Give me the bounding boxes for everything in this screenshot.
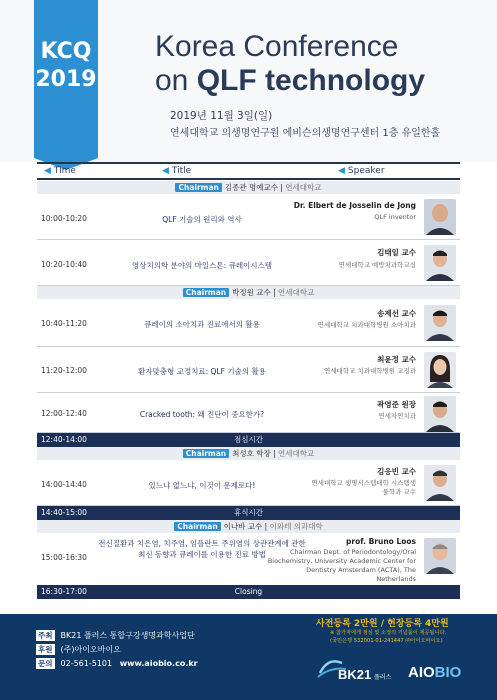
break-row bbox=[37, 506, 460, 520]
break-time: 12:40-14:00 bbox=[41, 435, 87, 444]
break-time: 14:40-15:00 bbox=[41, 508, 87, 517]
badge-line2: 2019 bbox=[35, 67, 97, 92]
speaker-photo bbox=[424, 396, 456, 432]
talk-title: 큐레이의 소아치과 진료에서의 활용 bbox=[144, 320, 260, 329]
chairman-tag: Chairman bbox=[183, 449, 229, 458]
chairman-row: Chairman 김종관 명예교수 | 연세대학교 bbox=[37, 181, 460, 194]
chairman-name: 최성호 학장 bbox=[232, 449, 271, 458]
speaker-aff: 연세대학교 치과대학병원 교정과 bbox=[323, 367, 416, 375]
chairman-aff: 연세대학교 bbox=[278, 449, 315, 458]
break-label: 휴식시간 bbox=[234, 508, 263, 517]
host-name: BK21 플러스 통합구강생명과학사업단 bbox=[60, 631, 195, 640]
talk-title: 있느냐 없느냐, 이것이 문제로다! bbox=[148, 481, 256, 490]
speaker-photo bbox=[424, 199, 456, 235]
event-date: 2019년 11월 3일(일) bbox=[170, 110, 273, 122]
talk-time: 12:00-12:40 bbox=[41, 409, 87, 418]
talk-row bbox=[37, 393, 460, 433]
badge-line1: KCQ bbox=[40, 39, 92, 64]
speaker-aff: 연세대학교 치과대학병원 소아치과 bbox=[317, 321, 416, 329]
speaker-photo bbox=[424, 352, 456, 388]
talk-time: 10:00-10:20 bbox=[41, 214, 87, 223]
speaker-name: 송제선 교수 bbox=[377, 309, 416, 318]
speaker-photo bbox=[424, 305, 456, 341]
talk-time: 10:40-11:20 bbox=[41, 319, 87, 328]
talk-row bbox=[37, 194, 460, 240]
title-line1: Korea Conference bbox=[155, 30, 399, 63]
chairman-aff: 연세대학교 bbox=[278, 288, 315, 297]
speaker-aff: 연세자연치과 bbox=[378, 412, 416, 420]
chairman-tag: Chairman bbox=[183, 288, 229, 297]
triangle-icon: ◀ bbox=[44, 166, 51, 176]
reg-note-line1: ※ 참가자에게 점심 및 소정의 기념품이 제공됩니다. bbox=[330, 630, 447, 636]
title-line2 bbox=[155, 64, 425, 98]
triangle-icon: ◀ bbox=[338, 166, 345, 176]
speaker-name: 곽영준 원장 bbox=[377, 400, 416, 409]
break-row bbox=[37, 433, 460, 447]
talk-row bbox=[37, 299, 460, 347]
host-row bbox=[36, 630, 195, 641]
event-venue: 연세대학교 의생명연구원 에비슨의생명연구센터 1층 유일한홀 bbox=[170, 128, 441, 139]
chairman-row: Chairman 박정원 교수 | 연세대학교 bbox=[37, 286, 460, 299]
speaker-photo bbox=[424, 465, 456, 501]
talk-time: 14:00-14:40 bbox=[41, 480, 87, 489]
speaker-name: Dr. Elbert de Josselin de Jong bbox=[293, 201, 416, 210]
bk21-logo bbox=[316, 655, 396, 683]
sponsor-name: (주)아이오바이오 bbox=[60, 645, 121, 654]
speaker-photo bbox=[424, 538, 456, 574]
divider-head bbox=[37, 178, 460, 180]
title-line2-bold: QLF technology bbox=[196, 64, 426, 97]
speaker-name: 최윤정 교수 bbox=[377, 355, 416, 364]
talk-row bbox=[37, 240, 460, 286]
speaker-name: prof. Bruno Loos bbox=[346, 537, 416, 546]
chairman-aff: 이와테 의과대학 bbox=[269, 522, 323, 531]
reg-note-line2: (국민은행 532001-01-241447 ㈜아이오바이오) bbox=[330, 638, 443, 644]
bk21-text: BK21 bbox=[338, 667, 372, 682]
break-label: 점심시간 bbox=[234, 435, 263, 444]
talk-time: 11:20-12:00 bbox=[41, 366, 87, 375]
talk-row bbox=[37, 533, 460, 585]
chairman-tag: Chairman bbox=[175, 183, 221, 192]
talk-row bbox=[37, 460, 460, 506]
contact-label: 문의 bbox=[38, 659, 53, 668]
aiobio-logo bbox=[408, 664, 461, 681]
speaker-aff: QLF inventor bbox=[374, 213, 416, 221]
speaker-photo bbox=[424, 245, 456, 281]
conference-title bbox=[155, 30, 425, 98]
contact-phone: 02-561-5101 bbox=[60, 659, 113, 668]
chairman-name: 이나바 교수 bbox=[223, 522, 263, 531]
talk-title: 환자맞춤형 교정치료: QLF 기술의 활용 bbox=[138, 367, 266, 376]
chairman-row: Chairman 최성호 학장 | 연세대학교 bbox=[37, 447, 460, 460]
break-label: Closing bbox=[234, 587, 263, 596]
talk-time: 10:20-10:40 bbox=[41, 260, 87, 269]
triangle-icon: ◀ bbox=[162, 166, 169, 176]
speaker-aff: 연세대학교 생명시스템대학 시스템생물학과 교수 bbox=[311, 479, 416, 496]
sponsor-row bbox=[36, 644, 121, 655]
chairman-name: 김종관 명예교수 bbox=[224, 183, 278, 192]
talk-title: 전신질환과 치은염, 치주염, 임플란트 주위염의 상관관계에 관한 최신 동향과 큐레이를 이용한 진료 방법 bbox=[98, 539, 306, 559]
registration-note bbox=[330, 629, 446, 645]
speaker-name: 김태일 교수 bbox=[377, 248, 416, 257]
talk-time: 15:00-16:30 bbox=[41, 553, 87, 562]
break-time: 16:30-17:00 bbox=[41, 587, 87, 596]
schedule bbox=[37, 181, 460, 599]
col-speaker-label: Speaker bbox=[347, 166, 385, 176]
chairman-tag: Chairman bbox=[174, 522, 220, 531]
title-line2-regular: on bbox=[155, 64, 197, 97]
speaker-aff: 연세대학교 예방치과학교실 bbox=[338, 261, 416, 269]
chairman-name: 박정원 교수 bbox=[232, 288, 271, 297]
talk-title: QLF 기술의 원리와 역사 bbox=[162, 215, 242, 224]
talk-title: 영상치의학 분야의 마일스톤: 큐레이시스템 bbox=[131, 261, 273, 270]
aiobio-logo-part1: AIO bbox=[408, 664, 435, 681]
chairman-row: Chairman 이나바 교수 | 이와테 의과대학 bbox=[37, 520, 460, 533]
col-time-label: Time bbox=[53, 166, 76, 176]
badge-text bbox=[34, 38, 98, 94]
chairman-aff: 연세대학교 bbox=[285, 183, 322, 192]
aiobio-logo-part2: BIO bbox=[434, 664, 462, 681]
col-title-label: Title bbox=[171, 166, 192, 176]
sponsor-label: 후원 bbox=[38, 645, 53, 654]
talk-title: Cracked tooth: 왜 진단이 중요한가? bbox=[139, 410, 265, 419]
contact-row bbox=[36, 658, 198, 669]
website-link[interactable]: www.aiobio.co.kr bbox=[119, 659, 198, 668]
speaker-aff: Chairman Dept. of Periodontology/Oral Biochemistry, University Academic Center for Dentistry Amsterdam (ACTA), The Netherlands bbox=[267, 548, 416, 583]
talk-row bbox=[37, 347, 460, 393]
host-label: 주최 bbox=[38, 631, 53, 640]
registration-fee: 사전등록 2만원 / 현장등록 4만원 bbox=[316, 619, 449, 629]
break-row bbox=[37, 585, 460, 599]
divider-top bbox=[37, 162, 460, 164]
speaker-name: 김응빈 교수 bbox=[377, 467, 416, 476]
bk21-sub: 플러스 bbox=[374, 674, 392, 681]
